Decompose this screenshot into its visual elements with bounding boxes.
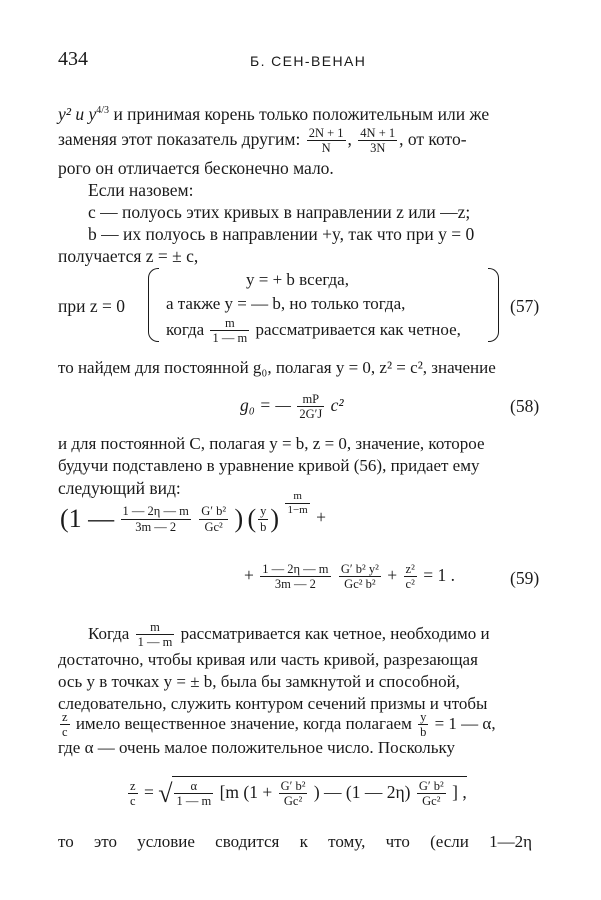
equation-number-59: (59) xyxy=(510,568,540,588)
text-line: Когда $\frac{m}{1 — m}$ рассматривается как четное, необходимо и xyxy=(88,620,490,650)
text-line: рого он отличается бесконечно мало. xyxy=(58,158,334,178)
text-line: то это условие сводится к тому, что (если 1—2η xyxy=(58,832,532,851)
system-line-3: когда $\frac{m}{1 — m}$ рассматривается как четное, xyxy=(166,316,461,346)
text-line: y² и $y^{4/3}$ и принимая корень только положительным или же xyxy=(58,104,490,124)
equation-59-line-1: (1 — $\frac{1 — 2\eta — m}{3m — 2}$ $\frac{\text{G′ b²}}{\text{Gc²}}$ ) ( $\frac{y}{b}$ ) $\frac{m}{1-m}$ + xyxy=(60,490,326,534)
text-line: заменяя этот показатель другим: $\frac{2N + 1}{N}$ , $\frac{4N + 1}{3N}$ , от кото- xyxy=(58,126,467,156)
running-title: Б. СЕН-ВЕНАН xyxy=(250,53,367,69)
equation-number-57: (57) xyxy=(510,296,540,316)
text-line: следующий вид: xyxy=(58,478,181,498)
text-line: то найдем для постоянной g₀, полагая y = 0, z² = c², значение xyxy=(58,358,496,377)
text-line: где α — очень малое положительное число. Поскольку xyxy=(58,738,455,757)
page-number: 434 xyxy=(58,48,88,70)
left-brace xyxy=(148,268,159,342)
text-line: получается z = ± c, xyxy=(58,246,199,266)
text-line: $\frac{z}{c}$ имело вещественное значение, когда полагаем $\frac{y}{b}$ = 1 — α, xyxy=(62,710,496,740)
equation-z-over-c: $\frac{z}{c}$ = √ $\frac{\alpha}{1 — m}$ [m (1 + $\frac{\text{G′ b²}}{\text{Gc²}}$ ) — (1 — 2η) $\frac{\text{G′ b²}}{\text{Gc²}}$ ] , xyxy=(126,776,467,809)
system-prefix: при z = 0 xyxy=(58,296,125,316)
text-line: Если назовем: xyxy=(88,180,194,200)
text-line: b — их полуось в направлении +y, так что при y = 0 xyxy=(88,224,475,244)
text-line: будучи подставлено в уравнение кривой (56), придает ему xyxy=(58,456,480,475)
equation-58: g₀ = — $\frac{mP}{2G'J}$ c² xyxy=(240,392,344,422)
text-line: и для постоянной C, полагая y = b, z = 0, значение, которое xyxy=(58,434,485,453)
text-line: следовательно, служить контуром сечений призмы и чтобы xyxy=(58,694,488,713)
equation-59-line-2: + $\frac{1 — 2\eta — m}{3m — 2}$ $\frac{\text{G′ b² y²}}{\text{Gc² b²}}$ + $\frac{\text{z²}}{\text{c²}}$ = 1 . xyxy=(244,562,455,592)
equation-number-58: (58) xyxy=(510,396,540,416)
text-line: ось y в точках y = ± b, была бы замкнутой и способной, xyxy=(58,672,460,691)
system-line-2: а также y = — b, но только тогда, xyxy=(166,294,406,313)
text-line: достаточно, чтобы кривая или часть кривой, разрезающая xyxy=(58,650,478,669)
text-line: c — полуось этих кривых в направлении z или —z; xyxy=(88,202,471,222)
system-line-1: y = + b всегда, xyxy=(246,270,349,289)
right-brace xyxy=(488,268,499,342)
